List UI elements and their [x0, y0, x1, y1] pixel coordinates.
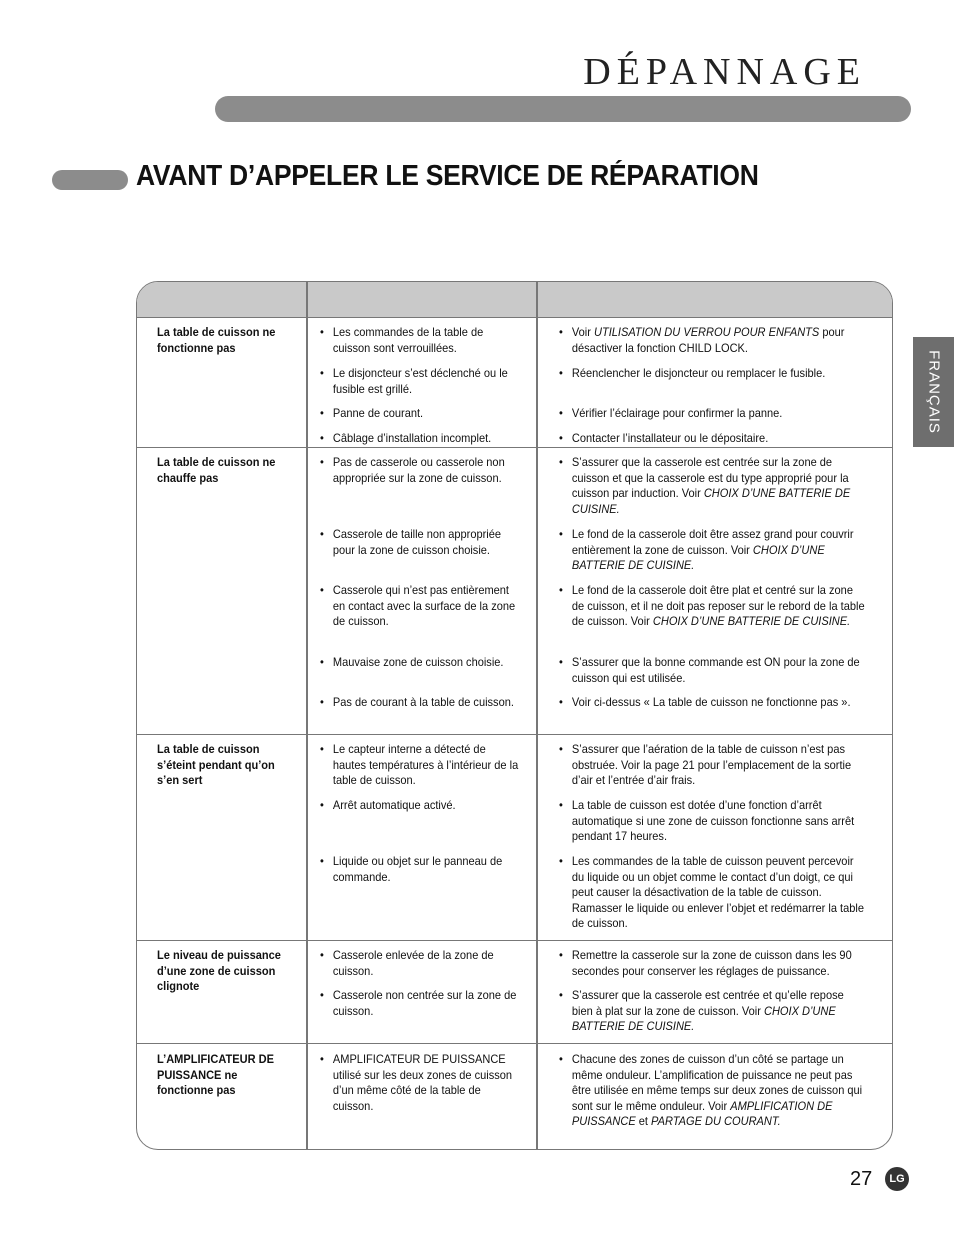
cause-item: • Le disjoncteur s’est déclenché ou le fusible est grillé. — [320, 366, 508, 396]
solution-item: • La table de cuisson est dotée d’une fonction d’arrêt automatique si une zone de cuisson fonctionne sans arrêt pendant 17 heures. — [559, 798, 855, 843]
lg-logo-icon: LG — [885, 1167, 909, 1191]
cause-item: • Liquide ou objet sur le panneau de commande. — [320, 854, 503, 884]
language-tab — [913, 337, 954, 447]
solution-item: • Vérifier l’éclairage pour confirmer la panne. — [559, 406, 783, 420]
table-header — [137, 282, 892, 318]
solution-item: • Voir ci-dessus « La table de cuisson ne fonctionne pas ». — [559, 695, 851, 709]
cause-item: • Pas de courant à la table de cuisson. — [320, 695, 514, 709]
cause-item: • Arrêt automatique activé. — [320, 798, 456, 812]
table-row — [137, 734, 892, 941]
page-title: AVANT D’APPELER LE SERVICE DE RÉPARATION — [136, 160, 759, 192]
solution-item: • S’assurer que la casserole est centrée sur la zone de cuisson et que la casserole est du type approprié pour la cuisson par induction. Voir CHOIX D’UNE BATTERIE DE CUISINE. — [559, 455, 851, 516]
cause-item: • Casserole non centrée sur la zone de cuisson. — [320, 988, 517, 1018]
solution-item: • S’assurer que la bonne commande est ON pour la zone de cuisson qui est utilisée. — [559, 655, 860, 685]
cause-item: • Casserole enlevée de la zone de cuisson. — [320, 948, 494, 978]
solution-item: • Remettre la casserole sur la zone de cuisson dans les 90 secondes pour conserver les réglages de puissance. — [559, 948, 852, 978]
cause-item: • Câblage d’installation incomplet. — [320, 431, 492, 445]
problem-label: La table de cuisson s’éteint pendant qu’on s’en sert — [157, 742, 275, 787]
solution-item: • S’assurer que la casserole est centrée et qu’elle repose bien à plat sur la zone de cuisson. Voir CHOIX D’UNE BATTERIE DE CUISINE. — [559, 988, 844, 1033]
cause-item: • Le capteur interne a détecté de hautes températures à l’intérieur de la table de cuisson. — [320, 742, 519, 787]
problem-label: L’AMPLIFICATEUR DE PUISSANCE ne fonctionne pas — [157, 1052, 274, 1097]
language-tab-label: FRANÇAIS — [925, 350, 942, 434]
cause-item: • Casserole qui n’est pas entièrement en contact avec la surface de la zone de cuisson. — [320, 583, 516, 628]
table-row — [137, 1043, 892, 1150]
table-row — [137, 940, 892, 1044]
page-number: 27 — [850, 1168, 873, 1190]
section-title: DÉPANNAGE — [583, 51, 866, 93]
cause-item: • Pas de casserole ou casserole non appropriée sur la zone de cuisson. — [320, 455, 505, 485]
table-row — [137, 447, 892, 735]
table-row — [137, 317, 892, 447]
troubleshooting-table — [136, 281, 893, 1150]
solution-item: • Les commandes de la table de cuisson peuvent percevoir du liquide ou un objet comme le contact d’un doigt, ce qui peut causer la désactivation de la table de cuisson. Ramasser le liquide ou enlever l’objet et redémarrer la table de cuisson. — [559, 854, 864, 930]
header-problem — [137, 282, 307, 317]
solution-item: • Le fond de la casserole doit être plat et centré sur la zone de cuisson, et il ne doit pas reposer sur le rebord de la table de cuisson. Voir CHOIX D’UNE BATTERIE DE CUISINE. — [559, 583, 865, 628]
cause-item: • Casserole de taille non appropriée pour la zone de cuisson choisie. — [320, 527, 502, 557]
header-cause — [308, 282, 536, 317]
cause-item: • Panne de courant. — [320, 406, 424, 420]
header-bar — [215, 96, 911, 122]
solution-item: • Voir UTILISATION DU VERROU POUR ENFANTS pour désactiver la fonction CHILD LOCK. — [559, 325, 845, 355]
title-pill — [52, 170, 128, 190]
solution-item: • Réenclencher le disjoncteur ou remplacer le fusible. — [559, 366, 826, 380]
solution-item: • Chacune des zones de cuisson d’un côté se partage un même onduleur. L’amplification de puissance ne peut pas être utilisée en même temps sur deux zones de cuisson qui sont sur le même onduleur. Voir AMPLIFICATION DE PUISSANCE et PARTAGE DU COURANT. — [559, 1052, 863, 1128]
problem-label: La table de cuisson ne fonctionne pas — [157, 325, 276, 355]
cause-item: • AMPLIFICATEUR DE PUISSANCE utilisé sur les deux zones de cuisson d’un même côté de la table de cuisson. — [320, 1052, 513, 1113]
problem-label: Le niveau de puissance d’une zone de cuisson clignote — [157, 948, 281, 993]
solution-item: • Le fond de la casserole doit être assez grand pour couvrir entièrement la zone de cuisson. Voir CHOIX D’UNE BATTERIE DE CUISINE. — [559, 527, 854, 572]
cause-item: • Mauvaise zone de cuisson choisie. — [320, 655, 504, 669]
solution-item: • S’assurer que l’aération de la table de cuisson n’est pas obstruée. Voir la page 21 pour l’emplacement de la sortie d’air et l’entrée d’air frais. — [559, 742, 852, 787]
cause-item: • Les commandes de la table de cuisson sont verrouillées. — [320, 325, 484, 355]
solution-item: • Contacter l’installateur ou le dépositaire. — [559, 431, 769, 445]
header-solution — [538, 282, 893, 317]
problem-label: La table de cuisson ne chauffe pas — [157, 455, 276, 485]
